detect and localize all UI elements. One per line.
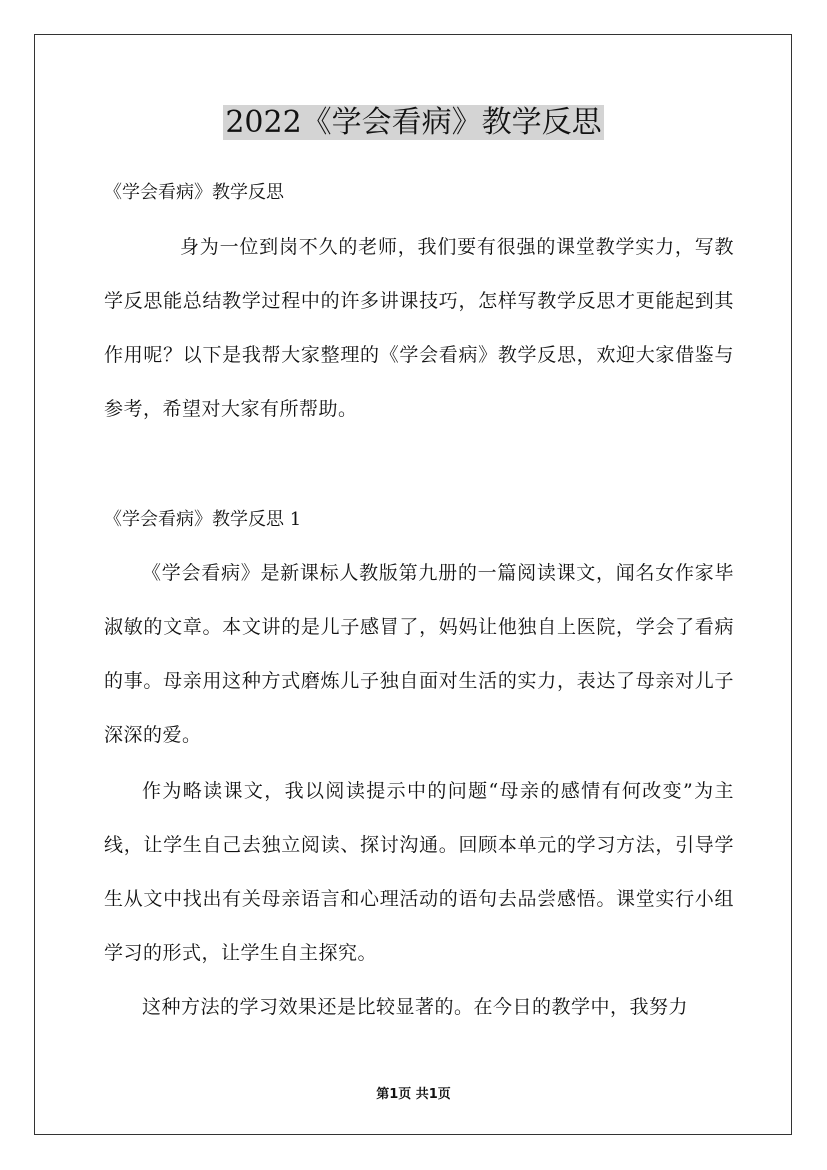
body-paragraph-3: 这种方法的学习效果还是比较显著的。在今日的教学中，我努力 [142,996,689,1018]
body-paragraph-1: 《学会看病》是新课标人教版第九册的一篇阅读课文，闻名女作家毕淑敏的文章。本文讲的是儿子感冒了，妈妈让他独自上医院，学会了看病的事。母亲用这种方式磨炼儿子独自面对生活的实力，表达了母亲对儿子深深的爱。 [104,562,734,746]
body-paragraph-2: 作为略读课文，我以阅读提示中的问题“母亲的感情有何改变”为主线，让学生自己去独立阅读、探讨沟通。回顾本单元的学习方法，引导学生从文中找出有关母亲语言和心理活动的语句去品尝感悟。课堂实行小组学习的形式，让学生自主探究。 [104,780,734,964]
page-footer: 第1页 共1页 [376,1087,451,1102]
section-heading: 《学会看病》教学反思 1 [104,509,302,530]
subtitle-heading: 《学会看病》教学反思 [104,182,284,203]
document-title [0,100,827,146]
document-title-text: 2022《学会看病》教学反思 [225,105,602,140]
intro-paragraph: 身为一位到岗不久的老师，我们要有很强的课堂教学实力，写教学反思能总结教学过程中的许多讲课技巧，怎样写教学反思才更能起到其作用呢？以下是我帮大家整理的《学会看病》教学反思，欢迎大家借鉴与参考，希望对大家有所帮助。 [104,236,734,420]
